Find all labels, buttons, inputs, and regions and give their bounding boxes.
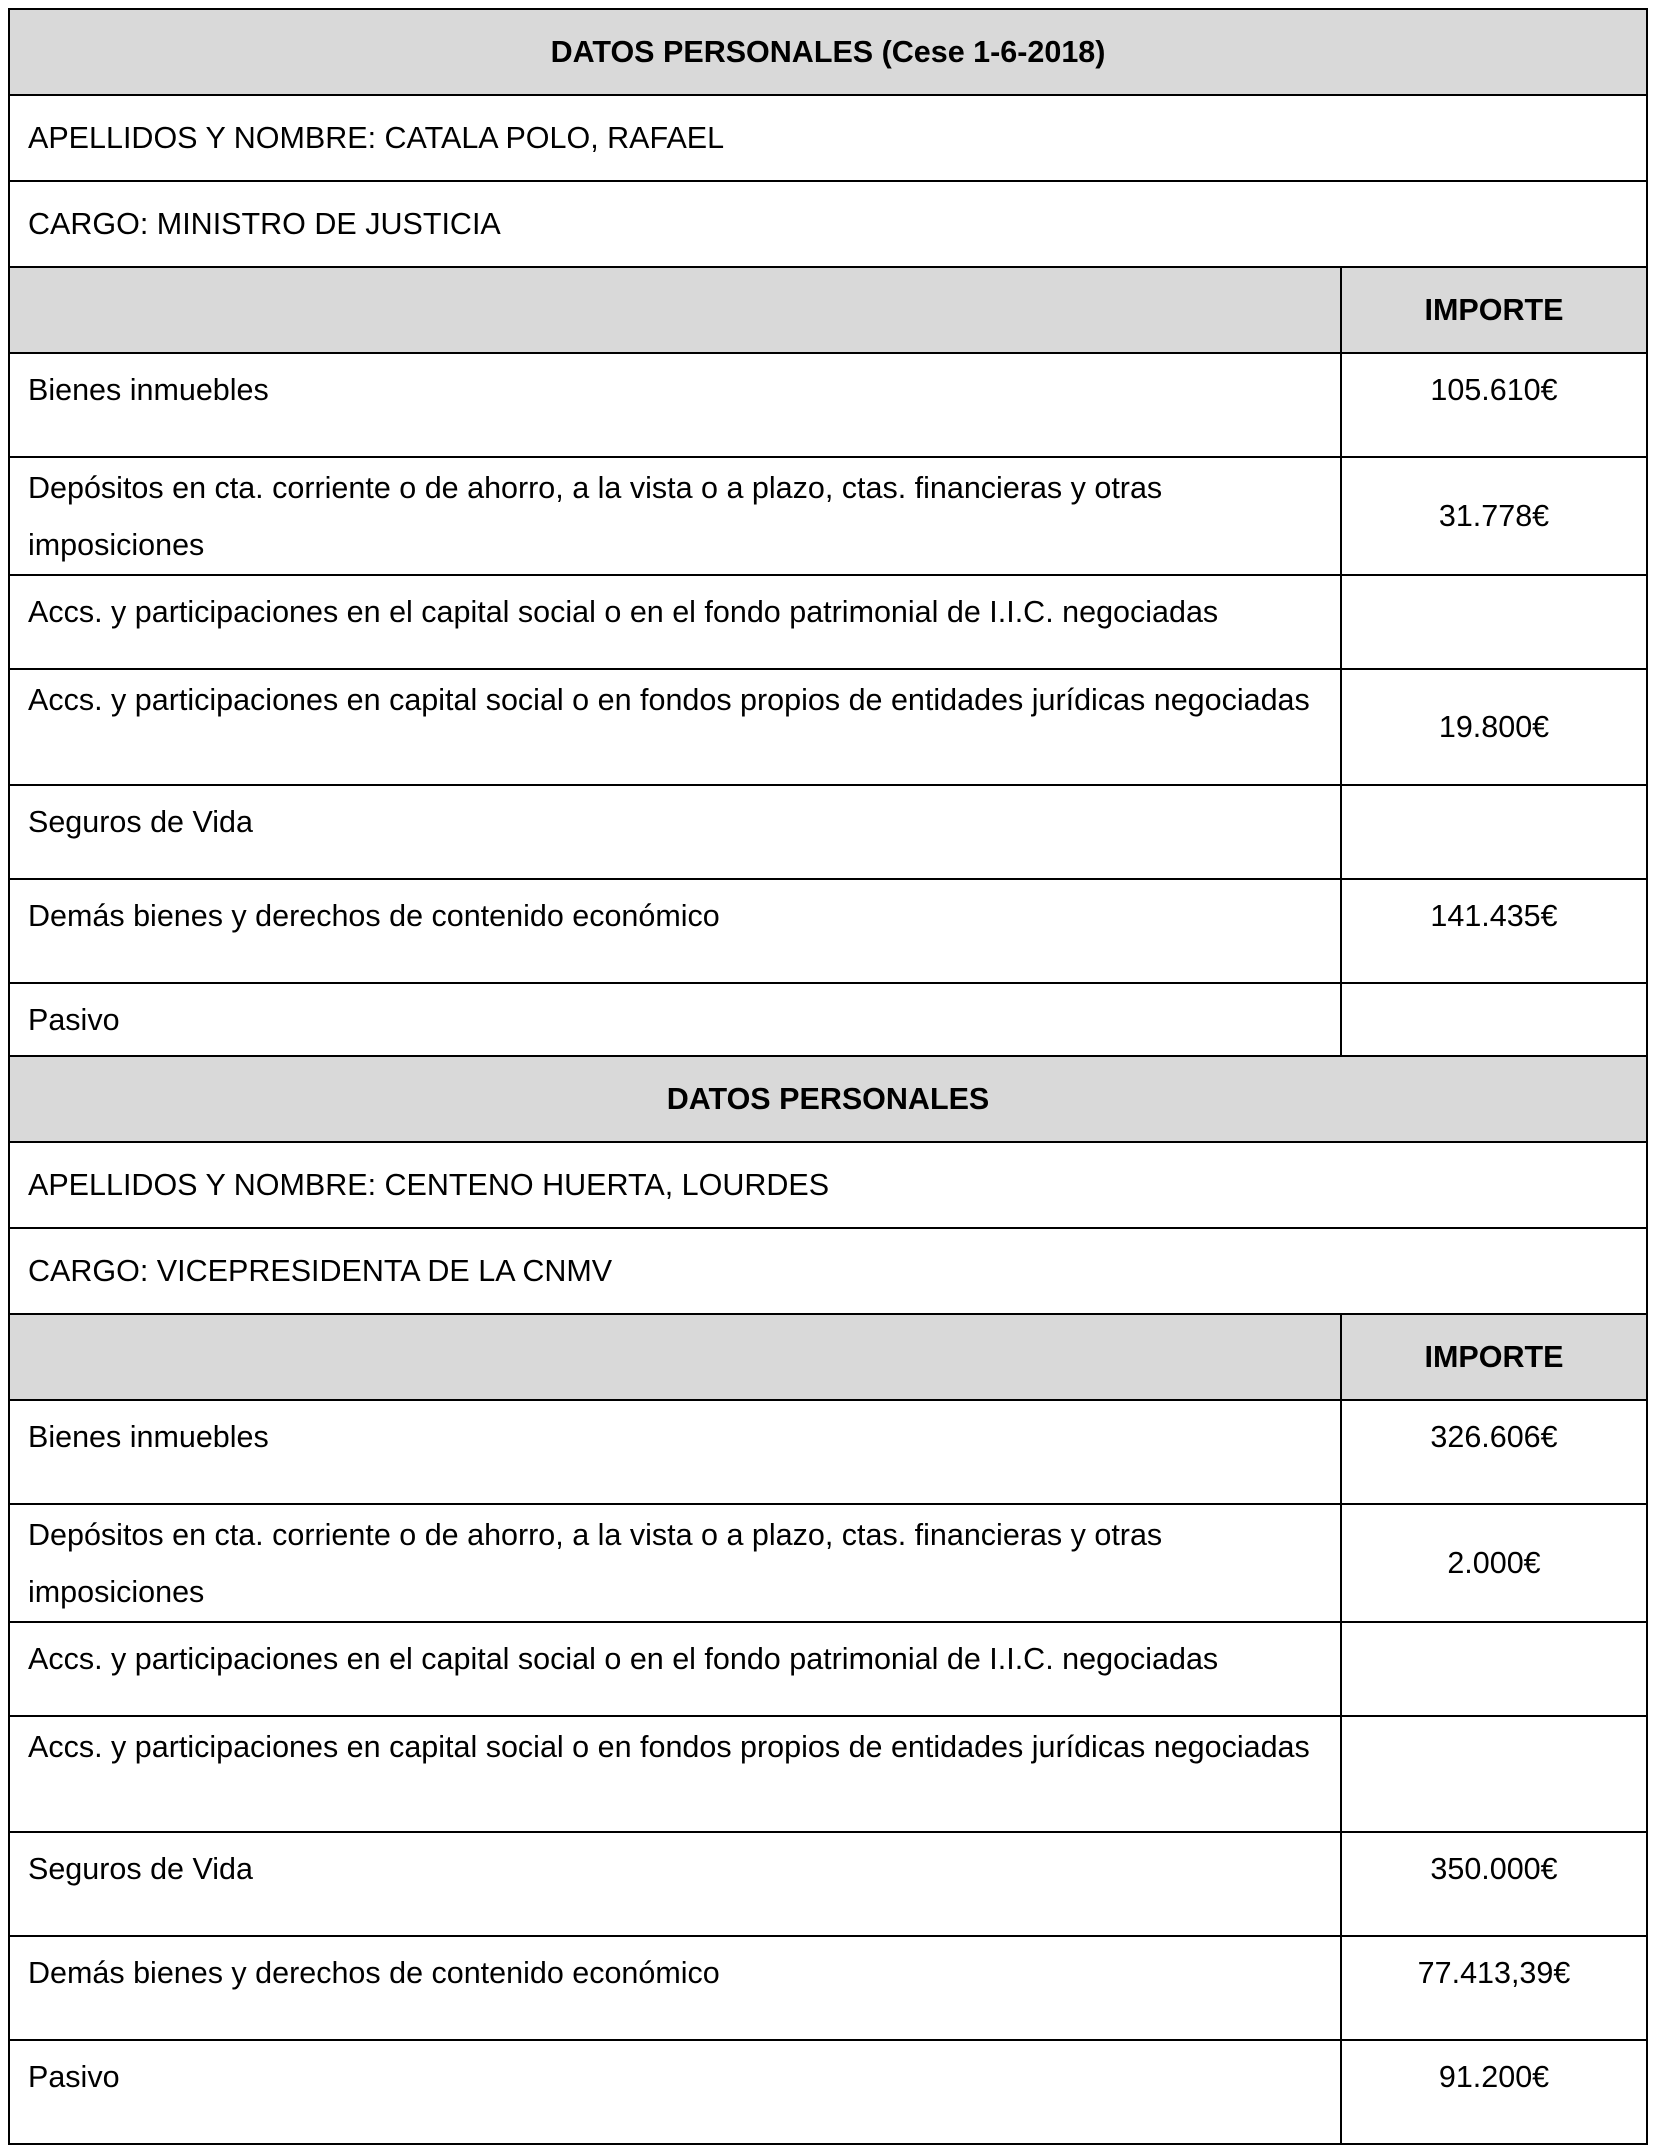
asset-amount: 19.800€ — [1341, 669, 1647, 785]
asset-concept: Demás bienes y derechos de contenido económico — [9, 879, 1341, 983]
table-row — [9, 1716, 1647, 1832]
asset-concept: Accs. y participaciones en el capital social o en el fondo patrimonial de I.I.C. negociadas — [9, 1622, 1341, 1716]
amount-column-header: IMPORTE — [1341, 267, 1647, 353]
full-name: APELLIDOS Y NOMBRE: CENTENO HUERTA, LOURDES — [9, 1142, 1647, 1228]
table-row — [9, 785, 1647, 879]
asset-concept: Demás bienes y derechos de contenido económico — [9, 1936, 1341, 2040]
table-row — [9, 669, 1647, 785]
asset-amount: 31.778€ — [1341, 457, 1647, 575]
table-row — [9, 575, 1647, 669]
asset-concept: Pasivo — [9, 983, 1341, 1077]
asset-declaration-table — [8, 8, 1648, 1078]
asset-concept: Accs. y participaciones en capital social o en fondos propios de entidades jurídicas negociadas — [9, 1716, 1341, 1832]
asset-concept: Bienes inmuebles — [9, 353, 1341, 457]
asset-amount: 350.000€ — [1341, 1832, 1647, 1936]
table-row — [9, 1936, 1647, 2040]
declaration-table-centeno — [8, 1055, 1646, 2145]
asset-amount: 326.606€ — [1341, 1400, 1647, 1504]
position: CARGO: VICEPRESIDENTA DE LA CNMV — [9, 1228, 1647, 1314]
section-title: DATOS PERSONALES — [9, 1056, 1647, 1142]
asset-concept: Accs. y participaciones en el capital social o en el fondo patrimonial de I.I.C. negociadas — [9, 575, 1341, 669]
amount-header-row — [9, 267, 1647, 353]
table-row — [9, 1400, 1647, 1504]
position-row — [9, 181, 1647, 267]
asset-amount — [1341, 1622, 1647, 1716]
concept-column-header — [9, 267, 1341, 353]
asset-concept: Seguros de Vida — [9, 1832, 1341, 1936]
table-row — [9, 1832, 1647, 1936]
asset-amount — [1341, 575, 1647, 669]
asset-declaration-table — [8, 1055, 1648, 2145]
name-row — [9, 95, 1647, 181]
asset-amount: 77.413,39€ — [1341, 1936, 1647, 2040]
asset-concept: Accs. y participaciones en capital social o en fondos propios de entidades jurídicas negociadas — [9, 669, 1341, 785]
table-row — [9, 2040, 1647, 2144]
table-row — [9, 457, 1647, 575]
asset-concept: Bienes inmuebles — [9, 1400, 1341, 1504]
asset-amount: 105.610€ — [1341, 353, 1647, 457]
declaration-table-catala — [8, 8, 1646, 1078]
asset-concept: Depósitos en cta. corriente o de ahorro, a la vista o a plazo, ctas. financieras y otras imposiciones — [9, 457, 1341, 575]
asset-amount — [1341, 785, 1647, 879]
table-row — [9, 353, 1647, 457]
table-header-row — [9, 1056, 1647, 1142]
position-row — [9, 1228, 1647, 1314]
table-row — [9, 879, 1647, 983]
name-row — [9, 1142, 1647, 1228]
table-row — [9, 1504, 1647, 1622]
position: CARGO: MINISTRO DE JUSTICIA — [9, 181, 1647, 267]
asset-amount — [1341, 1716, 1647, 1832]
asset-concept: Depósitos en cta. corriente o de ahorro, a la vista o a plazo, ctas. financieras y otras imposiciones — [9, 1504, 1341, 1622]
concept-column-header — [9, 1314, 1341, 1400]
asset-amount: 141.435€ — [1341, 879, 1647, 983]
amount-column-header: IMPORTE — [1341, 1314, 1647, 1400]
table-row — [9, 1622, 1647, 1716]
asset-amount: 91.200€ — [1341, 2040, 1647, 2144]
section-title: DATOS PERSONALES (Cese 1-6-2018) — [9, 9, 1647, 95]
asset-amount: 2.000€ — [1341, 1504, 1647, 1622]
asset-concept: Pasivo — [9, 2040, 1341, 2144]
asset-concept: Seguros de Vida — [9, 785, 1341, 879]
table-header-row — [9, 9, 1647, 95]
full-name: APELLIDOS Y NOMBRE: CATALA POLO, RAFAEL — [9, 95, 1647, 181]
amount-header-row — [9, 1314, 1647, 1400]
